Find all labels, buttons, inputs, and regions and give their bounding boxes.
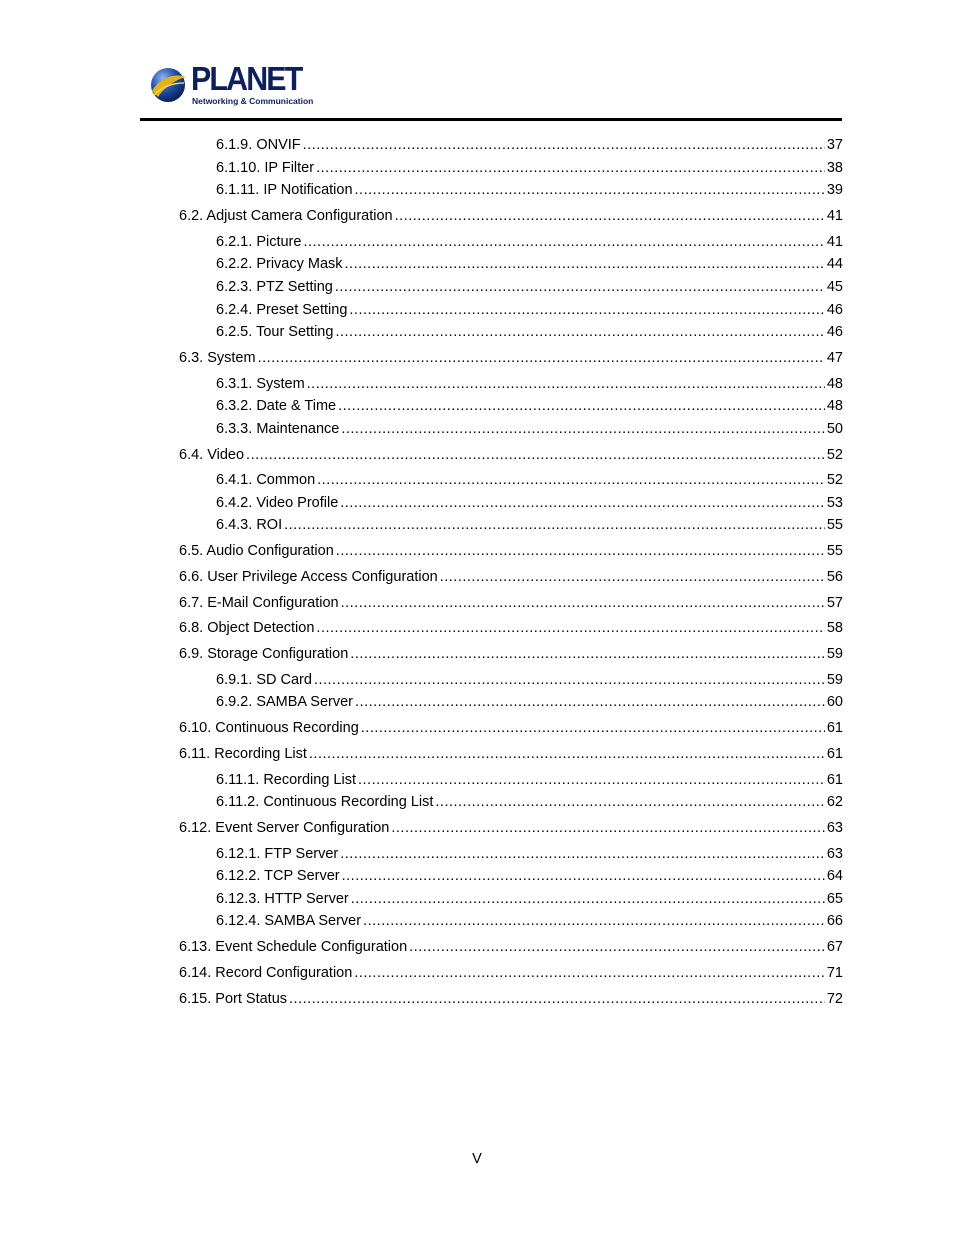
toc-entry-title: Event Server Configuration	[215, 820, 390, 836]
toc-entry-number: 6.4.3.	[216, 517, 253, 533]
toc-dot-leader	[341, 420, 825, 438]
toc-entry-label	[216, 867, 340, 885]
toc-entry-title: SAMBA Server	[264, 913, 362, 929]
toc-entry-page: 53	[826, 495, 843, 511]
toc-entry-number: 6.4.1.	[216, 472, 253, 488]
brand-name: PLANET	[191, 60, 302, 97]
toc-entry-page: 57	[826, 595, 843, 611]
toc-entry-number: 6.2.2.	[216, 256, 253, 272]
toc-dot-leader	[358, 771, 825, 789]
toc-entry-title: Recording List	[214, 746, 307, 762]
toc-entry[interactable]	[179, 719, 843, 737]
toc-entry[interactable]	[216, 420, 843, 438]
toc-entry-title: Event Schedule Configuration	[215, 939, 408, 955]
toc-entry[interactable]	[216, 845, 843, 863]
toc-entry-title: Port Status	[215, 991, 288, 1007]
toc-entry-page: 60	[826, 694, 843, 710]
toc-entry[interactable]	[179, 594, 843, 612]
toc-entry-label	[179, 542, 334, 560]
toc-entry-title: Continuous Recording	[215, 720, 359, 736]
toc-dot-leader	[409, 938, 825, 956]
toc-entry-label	[216, 912, 361, 930]
toc-entry-label	[179, 745, 307, 763]
toc-dot-leader	[361, 719, 825, 737]
toc-entry-title: SD Card	[256, 672, 312, 688]
toc-entry-label	[179, 594, 339, 612]
toc-entry-page: 48	[826, 398, 843, 414]
toc-entry-page: 45	[826, 279, 843, 295]
toc-entry-page: 48	[826, 376, 843, 392]
toc-entry-label	[216, 890, 349, 908]
toc-entry-label	[179, 207, 393, 225]
toc-entry-label	[216, 771, 356, 789]
toc-entry-title: Continuous Recording List	[263, 794, 434, 810]
toc-entry[interactable]	[216, 693, 843, 711]
toc-entry[interactable]	[216, 323, 843, 341]
toc-entry-page: 65	[826, 891, 843, 907]
toc-entry-title: PTZ Setting	[256, 279, 333, 295]
toc-entry[interactable]	[179, 964, 843, 982]
toc-entry[interactable]	[179, 207, 843, 225]
toc-entry-number: 6.11.1.	[216, 772, 260, 788]
toc-entry-page: 61	[826, 772, 843, 788]
toc-dot-leader	[284, 516, 825, 534]
toc-entry[interactable]	[216, 471, 843, 489]
toc-entry[interactable]	[216, 516, 843, 534]
toc-entry[interactable]	[216, 159, 843, 177]
toc-entry-title: Privacy Mask	[256, 256, 343, 272]
toc-entry-number: 6.12.3.	[216, 891, 261, 907]
toc-entry-title: System	[207, 350, 256, 366]
toc-entry-number: 6.3.	[179, 350, 204, 366]
toc-entry-number: 6.4.	[179, 447, 204, 463]
toc-entry-number: 6.14.	[179, 965, 212, 981]
toc-entry-label	[179, 819, 389, 837]
toc-entry-page: 63	[826, 846, 843, 862]
toc-entry-number: 6.8.	[179, 620, 204, 636]
toc-dot-leader	[309, 745, 825, 763]
toc-entry-title: FTP Server	[264, 846, 339, 862]
toc-entry-title: Storage Configuration	[207, 646, 349, 662]
toc-entry-number: 6.12.1.	[216, 846, 261, 862]
toc-dot-leader	[338, 397, 825, 415]
toc-entry[interactable]	[216, 278, 843, 296]
toc-entry[interactable]	[216, 397, 843, 415]
toc-dot-leader	[246, 446, 825, 464]
toc-entry-number: 6.2.3.	[216, 279, 253, 295]
toc-entry-page: 64	[826, 868, 843, 884]
toc-entry-page: 71	[826, 965, 843, 981]
toc-dot-leader	[336, 542, 825, 560]
toc-entry-page: 52	[826, 447, 843, 463]
toc-entry-number: 6.12.	[179, 820, 212, 836]
toc-entry-page: 41	[826, 234, 843, 250]
toc-entry-title: TCP Server	[264, 868, 340, 884]
toc-entry-page: 58	[826, 620, 843, 636]
toc-entry[interactable]	[216, 255, 843, 273]
toc-entry-label	[216, 471, 315, 489]
toc-entry[interactable]	[216, 181, 843, 199]
toc-entry-label	[179, 349, 256, 367]
toc-entry-number: 6.1.11.	[216, 182, 260, 198]
toc-dot-leader	[341, 594, 825, 612]
toc-entry-page: 62	[826, 794, 843, 810]
toc-entry-number: 6.7.	[179, 595, 204, 611]
toc-entry-label	[216, 301, 347, 319]
toc-entry-title: Tour Setting	[256, 324, 334, 340]
toc-entry-title: IP Notification	[263, 182, 353, 198]
toc-entry[interactable]	[179, 745, 843, 763]
toc-entry-title: Adjust Camera Configuration	[206, 208, 393, 224]
toc-entry-page: 61	[826, 746, 843, 762]
toc-dot-leader	[258, 349, 825, 367]
toc-dot-leader	[314, 671, 825, 689]
toc-entry-title: Video	[207, 447, 245, 463]
toc-entry-page: 67	[826, 939, 843, 955]
toc-dot-leader	[335, 278, 825, 296]
brand-tagline: Networking & Communication	[192, 96, 314, 106]
toc-entry-title: SAMBA Server	[256, 694, 354, 710]
toc-entry[interactable]	[216, 912, 843, 930]
toc-entry-page: 38	[826, 160, 843, 176]
toc-entry-label	[179, 938, 407, 956]
toc-entry-label	[216, 136, 301, 154]
toc-entry-number: 6.6.	[179, 569, 204, 585]
toc-entry-number: 6.9.1.	[216, 672, 253, 688]
toc-entry-label	[179, 645, 348, 663]
toc-entry-page: 63	[826, 820, 843, 836]
toc-entry-label	[216, 255, 343, 273]
toc-entry-page: 52	[826, 472, 843, 488]
toc-dot-leader	[289, 990, 825, 1008]
toc-entry-page: 59	[826, 646, 843, 662]
toc-entry[interactable]	[216, 671, 843, 689]
toc-dot-leader	[316, 159, 825, 177]
toc-entry-label	[216, 494, 338, 512]
toc-entry-label	[216, 375, 305, 393]
toc-entry-label	[179, 990, 287, 1008]
toc-dot-leader	[342, 867, 825, 885]
toc-entry-title: Object Detection	[207, 620, 315, 636]
toc-entry-title: Date & Time	[256, 398, 337, 414]
toc-entry-page: 55	[826, 517, 843, 533]
toc-entry-label	[216, 323, 333, 341]
toc-entry-label	[216, 278, 333, 296]
toc-dot-leader	[335, 323, 824, 341]
toc-dot-leader	[303, 233, 824, 251]
toc-entry[interactable]	[216, 890, 843, 908]
toc-entry[interactable]	[179, 645, 843, 663]
page-number: V	[472, 1151, 482, 1167]
toc-dot-leader	[440, 568, 825, 586]
toc-entry-title: HTTP Server	[264, 891, 349, 907]
toc-entry-title: Picture	[256, 234, 302, 250]
toc-dot-leader	[354, 964, 825, 982]
toc-entry-page: 39	[826, 182, 843, 198]
toc-entry[interactable]	[216, 375, 843, 393]
toc-entry-number: 6.13.	[179, 939, 212, 955]
toc-entry-title: E-Mail Configuration	[207, 595, 339, 611]
toc-dot-leader	[355, 693, 825, 711]
toc-entry-title: Maintenance	[256, 421, 340, 437]
toc-entry[interactable]	[179, 819, 843, 837]
toc-entry-page: 50	[826, 421, 843, 437]
toc-entry[interactable]	[179, 446, 843, 464]
toc-entry[interactable]	[216, 233, 843, 251]
toc-dot-leader	[351, 890, 825, 908]
toc-entry-page: 46	[826, 302, 843, 318]
toc-entry-title: User Privilege Access Configuration	[207, 569, 438, 585]
toc-entry-page: 37	[826, 137, 843, 153]
toc-entry-number: 6.1.9.	[216, 137, 253, 153]
toc-dot-leader	[340, 494, 825, 512]
toc-entry[interactable]	[216, 301, 843, 319]
toc-entry-number: 6.3.1.	[216, 376, 253, 392]
toc-entry-title: IP Filter	[264, 160, 315, 176]
toc-dot-leader	[395, 207, 825, 225]
toc-entry[interactable]	[216, 494, 843, 512]
toc-entry-number: 6.2.1.	[216, 234, 253, 250]
toc-entry[interactable]	[179, 542, 843, 560]
toc-entry[interactable]	[216, 136, 843, 154]
toc-entry-number: 6.5.	[179, 543, 204, 559]
toc-entry-label	[179, 568, 438, 586]
toc-entry-number: 6.9.2.	[216, 694, 253, 710]
toc-entry-page: 44	[826, 256, 843, 272]
toc-dot-leader	[363, 912, 825, 930]
toc-entry[interactable]	[179, 619, 843, 637]
toc-entry-page: 61	[826, 720, 843, 736]
toc-entry[interactable]	[216, 867, 843, 885]
toc-entry[interactable]	[179, 990, 843, 1008]
toc-entry-page: 55	[826, 543, 843, 559]
toc-entry-page: 59	[826, 672, 843, 688]
toc-entry-label	[179, 964, 352, 982]
toc-dot-leader	[340, 845, 825, 863]
toc-dot-leader	[303, 136, 825, 154]
toc-entry-label	[179, 446, 244, 464]
toc-dot-leader	[345, 255, 825, 273]
toc-entry-label	[216, 420, 339, 438]
toc-entry-page: 41	[826, 208, 843, 224]
toc-entry-number: 6.2.	[179, 208, 204, 224]
toc-entry-number: 6.15.	[179, 991, 212, 1007]
toc-entry-label	[216, 693, 353, 711]
toc-entry-label	[216, 845, 338, 863]
toc-entry-label	[216, 397, 336, 415]
toc-dot-leader	[307, 375, 825, 393]
toc-entry-label	[216, 159, 314, 177]
toc-entry-number: 6.1.10.	[216, 160, 261, 176]
toc-entry[interactable]	[179, 349, 843, 367]
toc-entry-title: ROI	[256, 517, 283, 533]
toc-entry[interactable]	[216, 793, 843, 811]
toc-entry-label	[216, 671, 312, 689]
toc-entry-title: Preset Setting	[256, 302, 348, 318]
toc-entry[interactable]	[216, 771, 843, 789]
toc-dot-leader	[391, 819, 824, 837]
toc-entry-label	[216, 516, 282, 534]
toc-entry-title: Audio Configuration	[206, 543, 334, 559]
toc-entry-number: 6.12.2.	[216, 868, 261, 884]
toc-entry-number: 6.3.3.	[216, 421, 253, 437]
toc-entry-page: 47	[826, 350, 843, 366]
toc-entry-title: Video Profile	[256, 495, 339, 511]
toc-entry-title: Recording List	[263, 772, 356, 788]
toc-entry-page: 72	[826, 991, 843, 1007]
toc-entry-title: Common	[256, 472, 316, 488]
toc-dot-leader	[435, 793, 824, 811]
toc-entry-label	[216, 233, 301, 251]
toc-entry-number: 6.11.	[179, 746, 211, 762]
toc-entry-number: 6.12.4.	[216, 913, 261, 929]
toc-entry-number: 6.4.2.	[216, 495, 253, 511]
toc-dot-leader	[355, 181, 825, 199]
toc-dot-leader	[317, 471, 825, 489]
toc-entry-title: ONVIF	[256, 137, 301, 153]
toc-entry-label	[216, 793, 433, 811]
toc-dot-leader	[349, 301, 824, 319]
toc-entry[interactable]	[179, 568, 843, 586]
toc-entry[interactable]	[179, 938, 843, 956]
toc-dot-leader	[350, 645, 825, 663]
toc-entry-label	[179, 719, 359, 737]
toc-entry-number: 6.11.2.	[216, 794, 260, 810]
toc-entry-number: 6.2.4.	[216, 302, 253, 318]
toc-entry-number: 6.9.	[179, 646, 204, 662]
toc-entry-number: 6.3.2.	[216, 398, 253, 414]
toc-entry-title: System	[256, 376, 305, 392]
toc-entry-page: 56	[826, 569, 843, 585]
toc-entry-number: 6.10.	[179, 720, 212, 736]
toc-entry-label	[179, 619, 314, 637]
toc-dot-leader	[316, 619, 824, 637]
toc-entry-number: 6.2.5.	[216, 324, 253, 340]
toc-entry-label	[216, 181, 353, 199]
toc-entry-page: 46	[826, 324, 843, 340]
toc-entry-title: Record Configuration	[215, 965, 353, 981]
toc-entry-page: 66	[826, 913, 843, 929]
